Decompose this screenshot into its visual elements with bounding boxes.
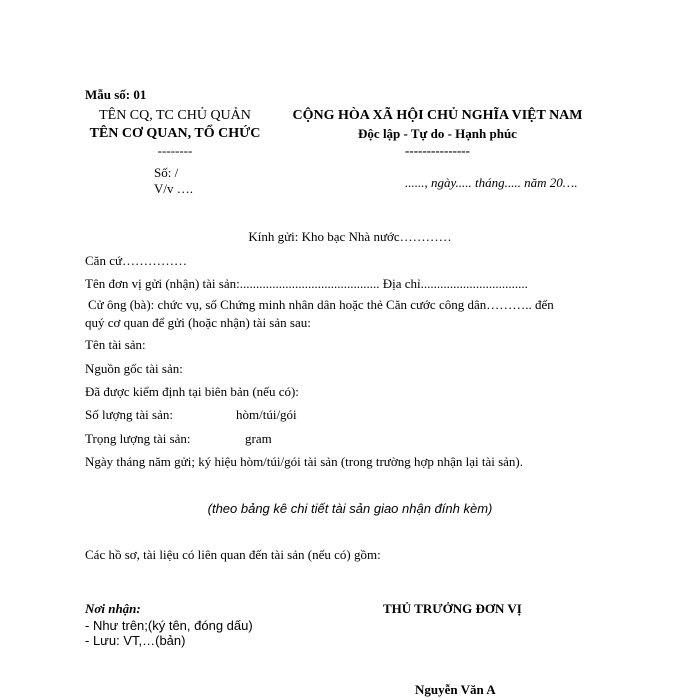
- document-number: Số: /: [154, 165, 179, 180]
- form-number: Mẫu số: 01: [85, 87, 147, 102]
- signer-title: THỦ TRƯỞNG ĐƠN VỊ: [383, 601, 522, 616]
- attachment-note: (theo bảng kê chi tiết tài sản giao nhận đính kèm): [207, 501, 493, 516]
- weight-unit: gram: [245, 431, 272, 446]
- inspection-line: Đã được kiểm định tại biên bản (nếu có):: [85, 384, 299, 399]
- motto: Độc lập - Tự do - Hạnh phúc: [358, 126, 517, 141]
- delegate-line: Cử ông (bà): chức vụ, số Chứng minh nhân dân hoặc thẻ Căn cước công dân……….. đến: [88, 297, 554, 312]
- recipients-title: Nơi nhận:: [85, 601, 141, 616]
- delegate-line-continued: quý cơ quan để gửi (hoặc nhận) tài sản sau:: [85, 315, 311, 330]
- date-line: ......, ngày..... tháng..... năm 20….: [405, 175, 578, 190]
- asset-name-line: Tên tài sản:: [85, 337, 146, 352]
- agency-name: TÊN CƠ QUAN, TỔ CHỨC: [89, 126, 261, 141]
- documents-line: Các hồ sơ, tài liệu có liên quan đến tài sản (nếu có) gồm:: [85, 547, 381, 562]
- weight-label: Trọng lượng tài sản:: [85, 431, 191, 446]
- quantity-label: Số lượng tài sản:: [85, 407, 173, 422]
- basis-line: Căn cứ……………: [85, 253, 188, 268]
- recipient-line: Kính gửi: Kho bạc Nhà nước…………: [248, 229, 452, 244]
- recipient-item-1: - Như trên;(ký tên, đóng dấu): [85, 618, 253, 633]
- quantity-unit: hòm/túi/gói: [236, 407, 297, 422]
- recipient-item-2: - Lưu: VT,…(bản): [85, 633, 186, 648]
- unit-line: Tên đơn vị gửi (nhận) tài sản:........................................... Địa chỉ.................................: [85, 276, 528, 291]
- country-title: CỘNG HÒA XÃ HỘI CHỦ NGHĨA VIỆT NAM: [292, 108, 583, 123]
- document-subject: V/v ….: [154, 181, 193, 196]
- asset-origin-line: Nguồn gốc tài sản:: [85, 361, 183, 376]
- agency-parent: TÊN CQ, TC CHỦ QUẢN: [99, 108, 251, 123]
- send-date-line: Ngày tháng năm gửi; ký hiệu hòm/túi/gói tài sản (trong trường hợp nhận lại tài sản).: [85, 454, 523, 469]
- motto-divider: ---------------: [405, 143, 470, 158]
- signer-name: Nguyễn Văn A: [415, 682, 496, 697]
- agency-divider: --------: [157, 143, 193, 158]
